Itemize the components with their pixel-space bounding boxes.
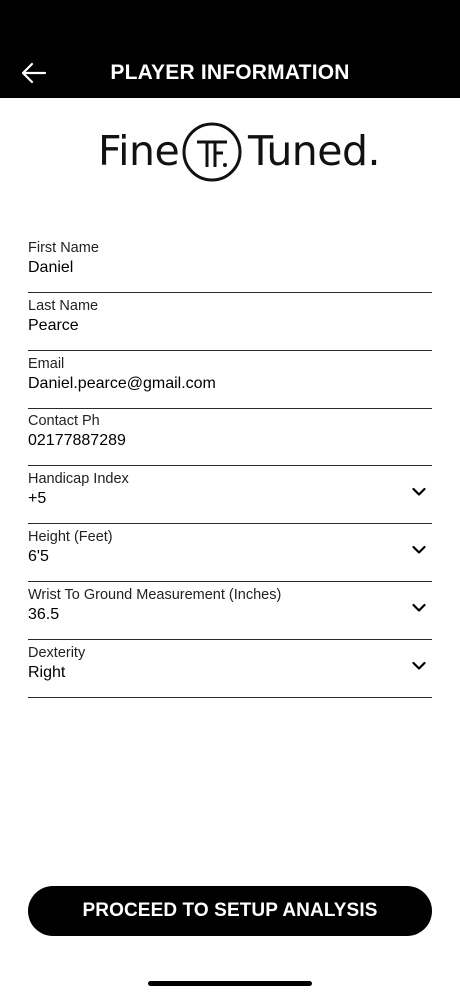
logo-word-fine: Fine	[98, 127, 180, 175]
page-title: PLAYER INFORMATION	[110, 61, 350, 84]
field-label: Handicap Index	[28, 471, 129, 488]
field-label: Last Name	[28, 297, 99, 314]
field-label: Contact Ph	[28, 413, 100, 430]
field-label: Wrist To Ground Measurement (Inches)	[28, 586, 282, 603]
field-label: Dexterity	[28, 644, 86, 661]
height-select[interactable]	[28, 525, 432, 582]
brand-logo	[96, 118, 381, 184]
wrist-to-ground-value[interactable]: 36.5	[28, 605, 60, 623]
last-name-field[interactable]	[28, 294, 432, 351]
wrist-to-ground-select[interactable]	[28, 583, 432, 640]
player-form	[28, 236, 432, 698]
height-value[interactable]: 6'5	[28, 547, 49, 565]
dexterity-select[interactable]	[28, 641, 432, 698]
field-label: Email	[28, 355, 65, 372]
first-name-field[interactable]	[28, 236, 432, 293]
handicap-index-select[interactable]	[28, 467, 432, 524]
first-name-input[interactable]: Daniel	[28, 259, 74, 276]
email-input[interactable]: Daniel.pearce@gmail.com	[28, 374, 216, 392]
chevron-down-icon[interactable]	[412, 661, 426, 671]
field-label: Height (Feet)	[28, 528, 113, 545]
contact-phone-field[interactable]	[28, 409, 432, 466]
logo-monogram-icon	[181, 121, 243, 183]
chevron-down-icon[interactable]	[412, 487, 426, 497]
chevron-down-icon[interactable]	[412, 603, 426, 613]
logo-word-tuned: Tuned.	[248, 127, 381, 175]
home-indicator[interactable]	[148, 981, 312, 986]
chevron-down-icon[interactable]	[412, 545, 426, 555]
handicap-index-value[interactable]: +5	[28, 490, 47, 508]
proceed-button[interactable]: PROCEED TO SETUP ANALYSIS	[28, 886, 432, 936]
contact-phone-input[interactable]: 02177887289	[28, 432, 126, 450]
last-name-input[interactable]: Pearce	[28, 316, 79, 334]
field-label: First Name	[28, 240, 99, 256]
dexterity-value[interactable]: Right	[28, 663, 66, 681]
app-header	[0, 0, 460, 98]
email-field[interactable]	[28, 352, 432, 409]
